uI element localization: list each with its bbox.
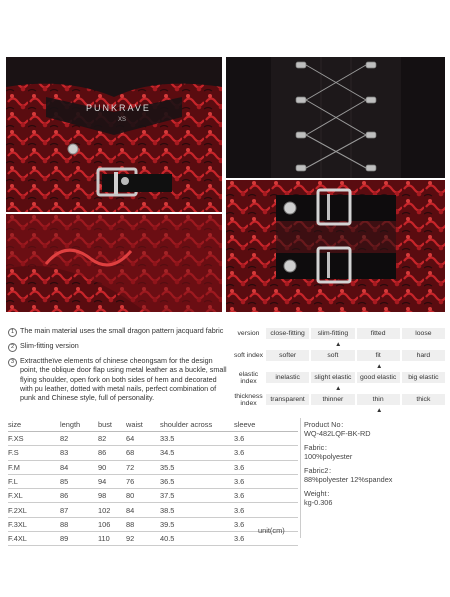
cell: 3.6 — [234, 532, 298, 546]
table-row — [8, 489, 298, 503]
table-row — [8, 432, 298, 446]
cell: 88 — [60, 517, 98, 531]
property-option: thick — [402, 394, 445, 405]
property-row-soft-index — [233, 348, 445, 363]
table-row — [8, 446, 298, 460]
cell: 3.6 — [234, 474, 298, 488]
property-option: thin — [357, 394, 400, 405]
table-row — [8, 517, 298, 531]
feature-item — [8, 356, 230, 402]
weight-value: kg-0.306 — [304, 498, 333, 507]
cell: 88 — [126, 517, 160, 531]
cell: 92 — [126, 532, 160, 546]
cell: 40.5 — [160, 532, 234, 546]
property-option: softer — [266, 350, 309, 361]
table-row — [8, 532, 298, 546]
cell: 90 — [98, 460, 126, 474]
property-option: thinner — [311, 394, 354, 405]
property-option: big elastic — [402, 372, 445, 383]
selected-marker-icon: ▲ — [376, 406, 383, 414]
brand-label: PUNKRAVE — [86, 103, 151, 113]
cell: 3.6 — [234, 517, 298, 531]
feature-text: Extracttheïve elements of chinese cheongsam for the design point, the oblique door flap using metal leather as a buckle, small flying shoulder, open fork on both sides of hem and decorated with pu leather, dotted with metal nails, perfect combination of punk and Chinese style, full of personality. — [20, 356, 227, 403]
feature-number: 2 — [8, 343, 17, 352]
lace-up-back-photo — [226, 57, 445, 178]
table-row — [8, 474, 298, 488]
product-no-value: WQ-482LQF-BK-RD — [304, 429, 371, 438]
cell: 82 — [60, 432, 98, 446]
divider — [300, 418, 301, 538]
selected-marker-icon: ▲ — [335, 384, 342, 392]
property-option: soft — [311, 350, 354, 361]
property-option: fitted — [357, 328, 400, 339]
cell: F.XL — [8, 489, 60, 503]
cell: 89 — [60, 532, 98, 546]
column-header: bust — [98, 418, 126, 432]
cell: 98 — [98, 489, 126, 503]
property-row-elastic-index — [233, 370, 445, 385]
property-label: soft index — [233, 352, 264, 359]
cell: 3.6 — [234, 489, 298, 503]
cell: 64 — [126, 432, 160, 446]
cell: 3.6 — [234, 460, 298, 474]
size-tag: XS — [118, 117, 127, 123]
weight-label: Weight： — [304, 489, 334, 498]
property-option: loose — [402, 328, 445, 339]
column-header: length — [60, 418, 98, 432]
cell: F.S — [8, 446, 60, 460]
cell: 106 — [98, 517, 126, 531]
unit-label: unit(cm) — [258, 526, 285, 535]
cell: F.M — [8, 460, 60, 474]
table-row — [8, 503, 298, 517]
cell: 72 — [126, 460, 160, 474]
cell: F.XS — [8, 432, 60, 446]
cell: 3.6 — [234, 432, 298, 446]
cell: 68 — [126, 446, 160, 460]
cell: 39.5 — [160, 517, 234, 531]
cell: F.2XL — [8, 503, 60, 517]
cell: 35.5 — [160, 460, 234, 474]
cell: F.4XL — [8, 532, 60, 546]
cell: 33.5 — [160, 432, 234, 446]
cell: 86 — [60, 489, 98, 503]
cell: 76 — [126, 474, 160, 488]
cell: 85 — [60, 474, 98, 488]
selected-marker-icon: ▲ — [376, 362, 383, 370]
column-header: sleeve — [234, 418, 298, 432]
cell: 82 — [98, 432, 126, 446]
buckle-strap-photo — [226, 180, 445, 312]
cell: 84 — [126, 503, 160, 517]
cell: 3.6 — [234, 446, 298, 460]
size-table — [8, 418, 298, 546]
cell: 80 — [126, 489, 160, 503]
feature-number: 3 — [8, 358, 17, 367]
cell: 84 — [60, 460, 98, 474]
property-option: inelastic — [266, 372, 309, 383]
feature-number: 1 — [8, 328, 17, 337]
feature-text: The main material uses the small dragon pattern jacquard fabric — [20, 326, 224, 335]
property-label: thickness index — [234, 392, 263, 407]
hem-detail-photo — [6, 214, 222, 312]
cell: 34.5 — [160, 446, 234, 460]
cell: 36.5 — [160, 474, 234, 488]
feature-item — [8, 326, 230, 337]
property-option: slim-fitting — [311, 328, 354, 339]
cell: 3.6 — [234, 503, 298, 517]
cell: 38.5 — [160, 503, 234, 517]
table-row — [8, 460, 298, 474]
property-option: hard — [402, 350, 445, 361]
selected-marker-icon: ▲ — [335, 340, 342, 348]
cell: 87 — [60, 503, 98, 517]
cell: 102 — [98, 503, 126, 517]
property-label: version — [237, 330, 260, 337]
property-row-thickness-index — [233, 392, 445, 407]
property-option: good elastic — [357, 372, 400, 383]
product-info — [304, 420, 444, 507]
fabric2-label: Fabric2： — [304, 466, 336, 475]
property-option: fit — [357, 350, 400, 361]
cell: F.L — [8, 474, 60, 488]
cell: 94 — [98, 474, 126, 488]
cell: 110 — [98, 532, 126, 546]
collar-detail-photo — [6, 57, 222, 212]
cell: 83 — [60, 446, 98, 460]
property-scales — [233, 326, 445, 414]
cell: 86 — [98, 446, 126, 460]
size-table-header — [8, 418, 298, 432]
property-label: elastic index — [238, 370, 259, 385]
column-header: size — [8, 418, 60, 432]
feature-list — [8, 326, 230, 406]
fabric-label: Fabric： — [304, 443, 332, 452]
property-option: transparent — [266, 394, 309, 405]
column-header: shoulder across — [160, 418, 234, 432]
property-row-version — [233, 326, 445, 341]
feature-item — [8, 341, 230, 352]
product-no-label: Product No： — [304, 420, 348, 429]
cell: 37.5 — [160, 489, 234, 503]
feature-text: Slim-fitting version — [20, 341, 79, 350]
fabric-value: 100%polyester — [304, 452, 353, 461]
property-option: slight elastic — [311, 372, 354, 383]
cell: F.3XL — [8, 517, 60, 531]
fabric2-value: 88%polyester 12%spandex — [304, 475, 393, 484]
column-header: waist — [126, 418, 160, 432]
property-option: close-fitting — [266, 328, 309, 339]
